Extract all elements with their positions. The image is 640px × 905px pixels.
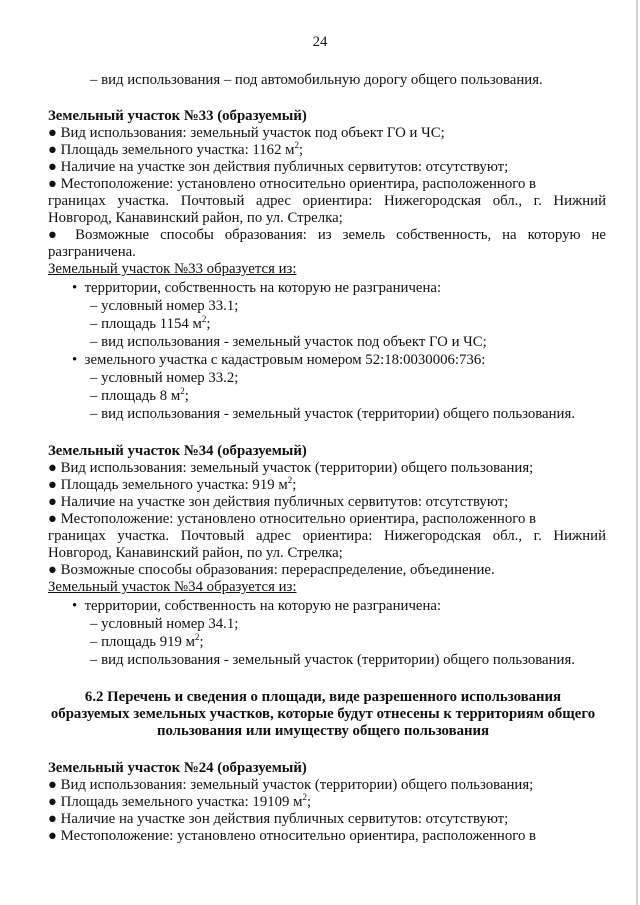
plot-24-easements: ● Наличие на участке зон действия публичных сервитутов: отсутствуют; xyxy=(48,811,509,827)
plot-24-area: ● Площадь земельного участка: 19109 $м^2$; xyxy=(48,792,312,810)
intro-usage: – вид использования – под автомобильную дорогу общего пользования. xyxy=(90,72,543,88)
plot-33-heading: Земельный участок №33 (образуемый) xyxy=(48,108,307,124)
plot-34-easements: ● Наличие на участке зон действия публичных сервитутов: отсутствуют; xyxy=(48,494,509,510)
plot-34-area: ● Площадь земельного участка: 919 $м^2$; xyxy=(48,475,297,493)
plot-34-src1-usage: – вид использования - земельный участок (территории) общего пользования. xyxy=(90,652,575,668)
scan-edge xyxy=(636,0,638,905)
plot-33-usage: ● Вид использования: земельный участок под объект ГО и ЧС; xyxy=(48,125,445,141)
plot-34-formed-from: Земельный участок №34 образуется из: xyxy=(48,579,297,595)
plot-34-usage: ● Вид использования: земельный участок (территории) общего пользования; xyxy=(48,460,534,476)
plot-33-easements: ● Наличие на участке зон действия публичных сервитутов: отсутствуют; xyxy=(48,159,509,175)
plot-34-location-2: границах участка. Почтовый адрес ориентира: Нижегородская обл., г. Нижний xyxy=(48,528,606,544)
plot-24-location-1: ● Местоположение: установлено относительно ориентира, расположенного в xyxy=(48,828,537,844)
plot-33-methods-2: разграничена. xyxy=(48,244,136,260)
plot-33-location-3: Новгород, Канавинский район, по ул. Стрелка; xyxy=(48,210,343,226)
plot-33-location-1: ● Местоположение: установлено относительно ориентира, расположенного в xyxy=(48,176,537,192)
plot-34-src1-area: – площадь 919 $м^2$; xyxy=(90,632,204,650)
section-6-2-title-2: образуемых земельных участков, которые будут отнесены к территориям общего xyxy=(50,706,596,722)
plot-33-source-2: • земельного участка с кадастровым номером 52:18:0030006:736: xyxy=(72,352,486,368)
plot-33-src2-usage: – вид использования - земельный участок (территории) общего пользования. xyxy=(90,406,575,422)
plot-33-src1-area: – площадь 1154 $м^2$; xyxy=(90,314,211,332)
plot-33-source-1: • территории, собственность на которую не разграничена: xyxy=(72,280,442,296)
section-6-2-title-1: 6.2 Перечень и сведения о площади, виде разрешенного использования xyxy=(84,689,562,705)
plot-34-location-1: ● Местоположение: установлено относительно ориентира, расположенного в xyxy=(48,511,537,527)
plot-33-formed-from: Земельный участок №33 образуется из: xyxy=(48,261,297,277)
plot-34-methods: ● Возможные способы образования: перераспределение, объединение. xyxy=(48,562,495,578)
plot-34-source-1: • территории, собственность на которую не разграничена: xyxy=(72,598,442,614)
plot-33-area: ● Площадь земельного участка: 1162 $м^2$; xyxy=(48,140,304,158)
plot-34-src1-number: – условный номер 34.1; xyxy=(90,616,239,632)
plot-33-src2-area: – площадь 8 $м^2$; xyxy=(90,386,189,404)
plot-33-src1-number: – условный номер 33.1; xyxy=(90,298,239,314)
plot-34-location-3: Новгород, Канавинский район, по ул. Стрелка; xyxy=(48,545,343,561)
plot-33-src2-number: – условный номер 33.2; xyxy=(90,370,239,386)
page-number: 24 xyxy=(312,34,328,50)
plot-24-heading: Земельный участок №24 (образуемый) xyxy=(48,760,307,776)
plot-34-heading: Земельный участок №34 (образуемый) xyxy=(48,443,307,459)
plot-33-location-2: границах участка. Почтовый адрес ориентира: Нижегородская обл., г. Нижний xyxy=(48,193,606,209)
plot-33-src1-usage: – вид использования - земельный участок под объект ГО и ЧС; xyxy=(90,334,487,350)
plot-24-usage: ● Вид использования: земельный участок (территории) общего пользования; xyxy=(48,777,534,793)
section-6-2-title-3: пользования или имуществу общего пользования xyxy=(156,723,490,739)
plot-33-methods-1: ● Возможные способы образования: из земель собственность, на которую не xyxy=(48,227,606,243)
